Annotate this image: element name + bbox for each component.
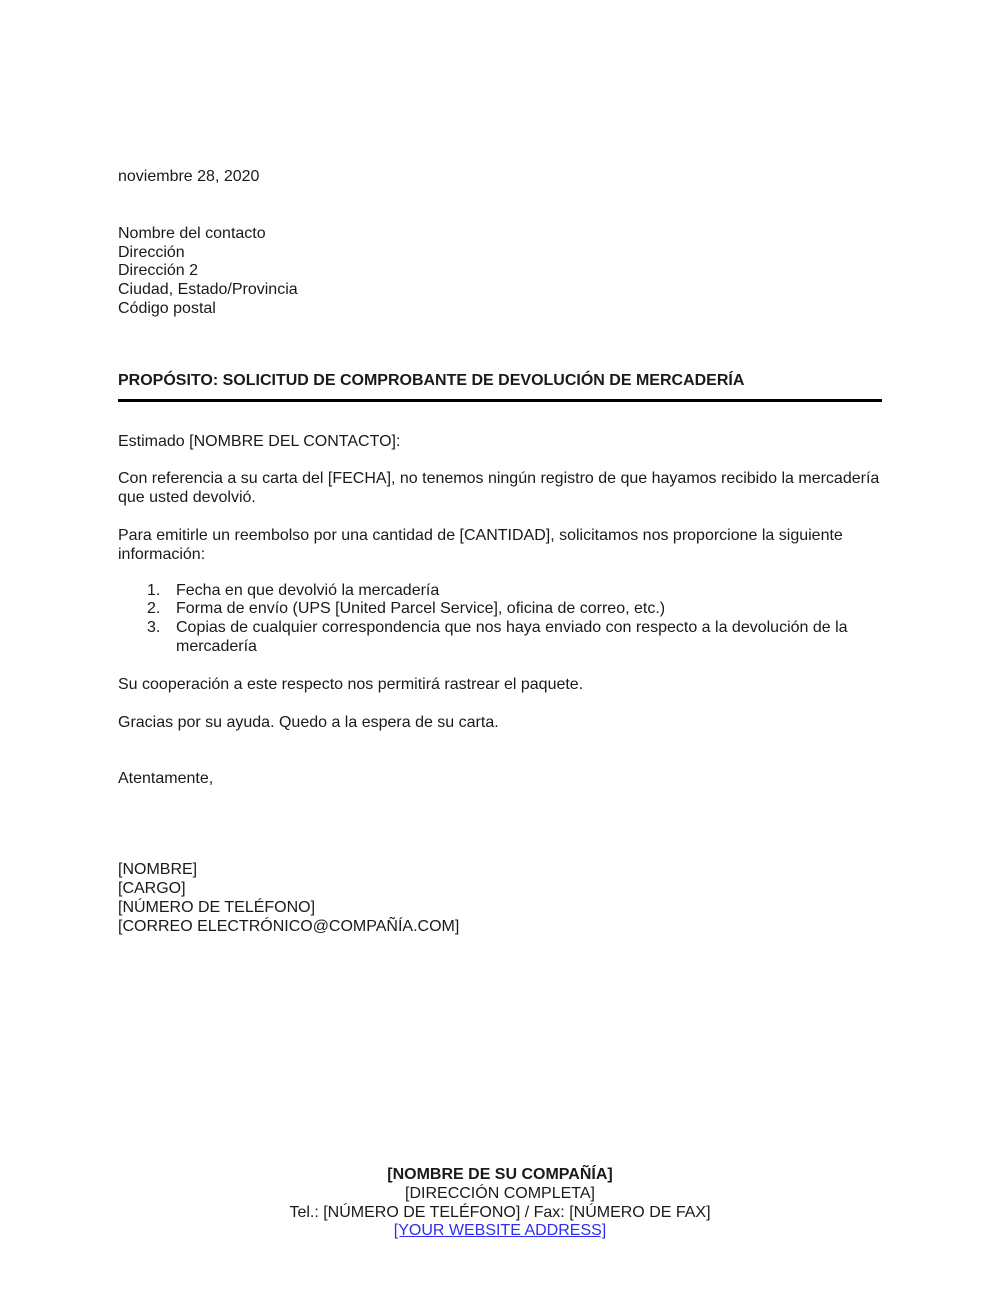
paragraph-thanks: Gracias por su ayuda. Quedo a la espera de su carta. bbox=[118, 713, 499, 731]
list-item-shipping-method: Forma de envío (UPS [United Parcel Service], oficina de correo, etc.) bbox=[176, 600, 666, 618]
recipient-address-2: Dirección 2 bbox=[118, 262, 199, 280]
recipient-block bbox=[118, 225, 882, 319]
signature-name: [NOMBRE] bbox=[118, 861, 198, 879]
recipient-address-1: Dirección bbox=[118, 243, 185, 261]
salutation: Estimado [NOMBRE DEL CONTACTO]: bbox=[118, 432, 401, 450]
footer-tel-fax: Tel.: [NÚMERO DE TELÉFONO] / Fax: [NÚMERO DE FAX] bbox=[289, 1203, 711, 1221]
letter-body bbox=[118, 0, 882, 936]
subject-heading: PROPÓSITO: SOLICITUD DE COMPROBANTE DE DEVOLUCIÓN DE MERCADERÍA bbox=[118, 372, 882, 402]
recipient-postal-code: Código postal bbox=[118, 299, 216, 317]
footer-company-name: [NOMBRE DE SU COMPAÑÍA] bbox=[387, 1166, 613, 1183]
list-item-return-date: Fecha en que devolvió la mercadería bbox=[176, 581, 440, 599]
signature-title: [CARGO] bbox=[118, 879, 186, 897]
recipient-city-state: Ciudad, Estado/Provincia bbox=[118, 281, 298, 299]
recipient-contact-name: Nombre del contacto bbox=[118, 224, 266, 242]
signature-phone: [NÚMERO DE TELÉFONO] bbox=[118, 898, 316, 916]
letter-date: noviembre 28, 2020 bbox=[118, 168, 260, 185]
valediction: Atentamente, bbox=[118, 770, 214, 788]
paragraph-cooperation: Su cooperación a este respecto nos permitirá rastrear el paquete. bbox=[118, 675, 584, 693]
signature-email: [CORREO ELECTRÓNICO@COMPAÑÍA.COM] bbox=[118, 917, 460, 935]
list-item-correspondence-copies: Copias de cualquier correspondencia que nos haya enviado con respecto a la devolución de la mercadería bbox=[176, 619, 848, 655]
footer-website-line bbox=[0, 1222, 1000, 1241]
website-link[interactable]: [YOUR WEBSITE ADDRESS] bbox=[393, 1222, 607, 1240]
paragraph-refund-request: Para emitirle un reembolso por una cantidad de [CANTIDAD], solicitamos nos proporcione la siguiente información: bbox=[118, 526, 843, 563]
footer-address: [DIRECCIÓN COMPLETA] bbox=[405, 1184, 595, 1202]
paragraph-reference: Con referencia a su carta del [FECHA], no tenemos ningún registro de que hayamos recibido la mercadería que usted devolvió. bbox=[118, 470, 880, 507]
signature-block bbox=[118, 861, 882, 936]
page-footer bbox=[0, 1166, 1000, 1241]
info-request-list bbox=[118, 582, 882, 657]
